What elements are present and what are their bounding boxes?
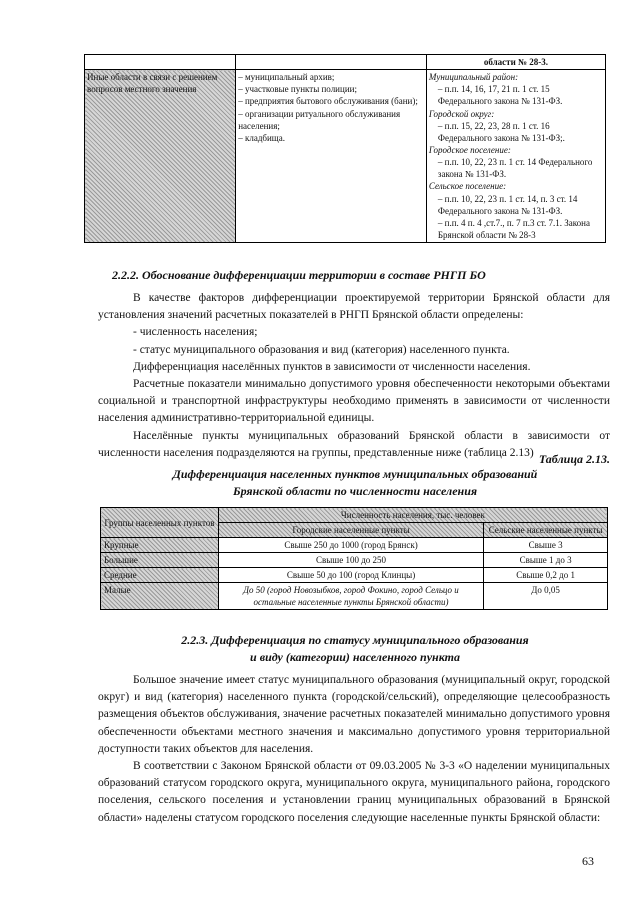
table-row: [101, 583, 608, 610]
header-urban: Городские населенные пункты: [218, 523, 483, 538]
services-table: [84, 54, 606, 243]
list-item: – участковые пункты полиции;: [238, 84, 357, 95]
table-cell: области № 28-3.: [426, 55, 605, 70]
legal-text: – п.п. 14, 16, 17, 21 п. 1 ст. 15 Федерального закона № 131-ФЗ.: [437, 84, 563, 107]
table-header-row: [101, 508, 608, 523]
paragraph: В соответствии с Законом Брянской области от 09.03.2005 № 3-3 «О наделении муниципальных образований статусом городского округа, муниципального округа, муниципального района, городского поселения, сельского поселения и установлении границ муниципальных образований в Брянской области» наделены статусом городского поселения следующие населенные пункты Брянской области:: [98, 760, 610, 824]
table-row: [85, 70, 606, 243]
table-row: [101, 538, 608, 553]
paragraph: В качестве факторов дифференциации проектируемой территории Брянской области для установления значений расчетных показателей в РНГП Брянской области определены:: [98, 292, 610, 322]
rural-cell: Свыше 3: [484, 538, 608, 553]
table-caption: Таблица 2.13.: [538, 452, 610, 466]
legal-text: – п.п. 10, 22, 23 п. 1 ст. 14, п. 3 ст. 14 Федерального закона № 131-ФЗ.: [437, 193, 578, 216]
list-item: – предприятия бытового обслуживания (бани);: [238, 96, 418, 107]
section-heading: 2.2.3. Дифференциация по статусу муниципального образования и виду (категории) населенного пункта: [181, 633, 529, 664]
table-row: [101, 568, 608, 583]
paragraph: Расчетные показатели минимально допустимого уровня обеспеченности некоторыми объектами социальной и транспортной инфраструктуры необходимо применять в зависимости от численности населения административно-территориальной единицы.: [98, 378, 610, 425]
legal-text: – п.п. 10, 22, 23 п. 1 ст. 14 Федерального закона № 131-ФЗ.: [437, 157, 593, 180]
urban-cell: Свыше 100 до 250: [218, 553, 483, 568]
rural-cell: До 0,05: [484, 583, 608, 610]
population-groups-table: [100, 507, 608, 610]
header-groups: Группы населенных пунктов: [101, 508, 219, 538]
legal-text: – п.п. 15, 22, 23, 28 п. 1 ст. 16 Федерального закона № 131-ФЗ;.: [437, 120, 565, 143]
header-population: Численность населения, тыс. человек: [218, 508, 607, 523]
section-body: [98, 290, 610, 462]
table-row: [85, 55, 606, 70]
rural-cell: Свыше 0,2 до 1: [484, 568, 608, 583]
rural-cell: Свыше 1 до 3: [484, 553, 608, 568]
row-label-cell: Иные области в связи с решением вопросов местного значения: [85, 70, 236, 243]
legal-heading: Городской округ:: [428, 108, 495, 119]
group-cell: Большие: [101, 553, 219, 568]
legal-basis-cell: [426, 70, 605, 243]
bullet-item: - численность населения;: [133, 326, 258, 339]
section-body: [98, 672, 610, 827]
table-title: Дифференциация населенных пунктов муниципальных образований Брянской области по численности населения: [172, 467, 538, 498]
paragraph: Населённые пункты муниципальных образований Брянской области в зависимости от численности населения подразделяются на группы, представленные ниже (таблица 2.13): [98, 429, 610, 459]
list-item: – организации ритуального обслуживания населения;: [238, 108, 401, 131]
paragraph: Большое значение имеет статус муниципального образования (муниципальный округ, городской округ) и вид (категория) населенного пункта (городской/сельский), определяющие целесообразность размещения объектов обслуживания, значение расчетных показателей минимально допустимого уровня обеспеченности объектами местного значения и максимально допустимого уровня территориальной доступности таких объектов для населения.: [98, 674, 610, 755]
urban-cell: До 50 (город Новозыбков, город Фокино, город Сельцо и остальные населенные пункты Брянской области): [218, 583, 483, 610]
legal-text: – п.п. 4 п. 4 ,ст.7., п. 7 п.3 ст. 7.1. Закона Брянской области № 28-3: [437, 217, 590, 240]
header-rural: Сельские населенные пункты: [484, 523, 608, 538]
list-item: – кладбища.: [238, 132, 285, 143]
group-cell: Средние: [101, 568, 219, 583]
bullet-item: - статус муниципального образования и вид (категория) населенного пункта.: [133, 343, 510, 356]
urban-cell: Свыше 50 до 100 (город Клинцы): [218, 568, 483, 583]
legal-heading: Городское поселение:: [428, 144, 511, 155]
group-cell: Малые: [101, 583, 219, 610]
group-cell: Крупные: [101, 538, 219, 553]
list-item: – муниципальный архив;: [238, 72, 335, 83]
urban-cell: Свыше 250 до 1000 (город Брянск): [218, 538, 483, 553]
table-row: [101, 553, 608, 568]
facility-list-cell: [236, 70, 427, 243]
paragraph: Дифференциация населённых пунктов в зависимости от численности населения.: [133, 360, 531, 373]
legal-heading: Муниципальный район:: [428, 72, 519, 83]
section-heading: 2.2.2. Обоснование дифференциации территории в составе РНГП БО: [112, 268, 486, 282]
page-number: 63: [582, 854, 594, 868]
legal-heading: Сельское поселение:: [428, 181, 507, 192]
